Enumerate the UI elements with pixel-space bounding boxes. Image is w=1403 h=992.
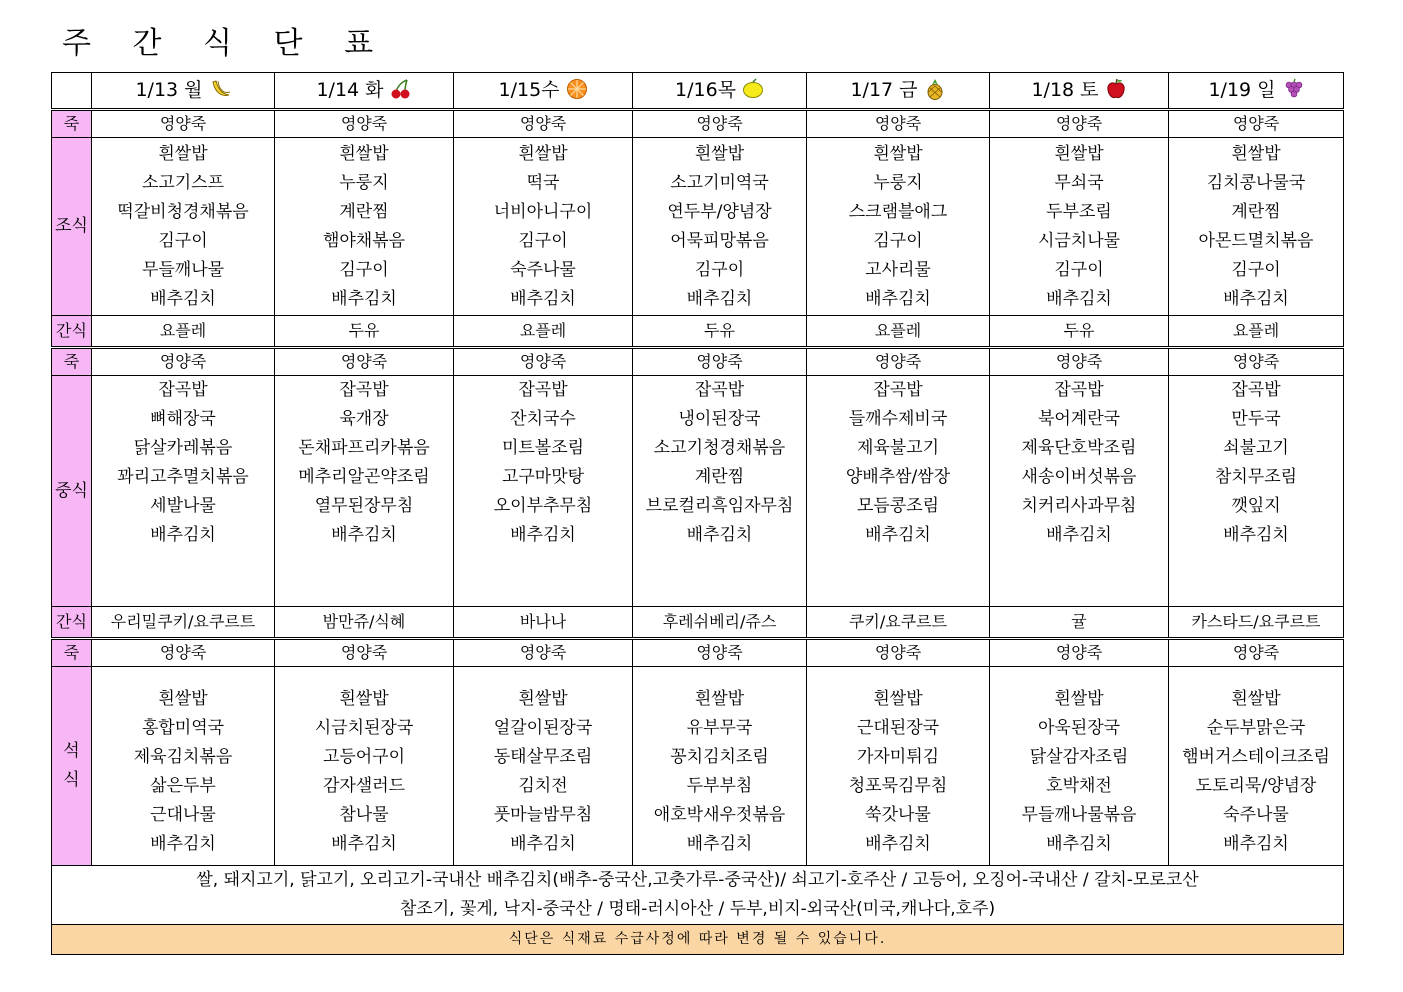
menu-item: 유부무국: [686, 718, 753, 738]
menu-item: 동태살무조림: [493, 747, 593, 767]
day-header: 1/15수: [498, 79, 560, 101]
snack-item: 카스타드/요쿠르트: [1191, 612, 1321, 631]
menu-item: 미트볼조림: [501, 438, 585, 458]
menu-item: 잡곡밥: [694, 380, 745, 400]
menu-item: 참치무조림: [1214, 467, 1298, 487]
menu-item: 근대나물: [150, 805, 216, 825]
menu-item: 햄버거스테이크조림: [1182, 747, 1330, 767]
menu-item: 흰쌀밥: [1054, 689, 1104, 709]
menu-item: 흰쌀밥: [339, 144, 389, 164]
menu-item: 잔치국수: [510, 409, 576, 429]
menu-item: 배추김치: [686, 289, 753, 309]
menu-item: 열무된장무침: [314, 496, 414, 516]
menu-item: 흰쌀밥: [873, 689, 923, 709]
cherry-icon: [390, 78, 412, 100]
menu-item: 김치전: [518, 776, 568, 796]
juk-item: 영양죽: [874, 114, 922, 133]
menu-item: 북어계란국: [1037, 409, 1121, 429]
menu-item: 고등어구이: [322, 747, 406, 767]
juk-item: 영양죽: [1232, 352, 1280, 371]
menu-item: 무들깨나물볶음: [1021, 805, 1137, 825]
snack-item: 우리밀쿠키/요쿠르트: [110, 612, 256, 631]
menu-item: 배추김치: [331, 289, 397, 309]
juk-item: 영양죽: [1055, 643, 1103, 662]
snack-label: 간식: [56, 612, 87, 631]
menu-item: 김구이: [158, 231, 208, 251]
juk-item: 영양죽: [159, 352, 207, 371]
menu-item: 제육불고기: [856, 438, 940, 458]
menu-item: 닭살감자조림: [1029, 747, 1129, 767]
menu-item: 흰쌀밥: [1231, 689, 1281, 709]
menu-item: 냉이된장국: [678, 409, 761, 429]
menu-item: 풋마늘밤무침: [493, 805, 593, 825]
menu-item: 배추김치: [510, 289, 576, 309]
menu-item: 소고기미역국: [670, 173, 769, 193]
juk-item: 영양죽: [1232, 643, 1280, 662]
menu-item: 흰쌀밥: [873, 144, 923, 164]
menu-item: 양배추쌈/쌈장: [845, 467, 951, 487]
menu-item: 너비아니구이: [493, 202, 593, 222]
juk-item: 영양죽: [340, 352, 388, 371]
change-notice: 식단은 식재료 수급사정에 따라 변경 될 수 있습니다.: [508, 931, 887, 947]
juk-item: 영양죽: [340, 114, 388, 133]
menu-item: 청포묵김무침: [848, 776, 948, 796]
menu-item: 새송이버섯볶음: [1021, 467, 1137, 487]
snack-item: 요플레: [1232, 321, 1280, 340]
menu-item: 제육단호박조림: [1021, 438, 1137, 458]
menu-item: 잡곡밥: [1231, 380, 1281, 400]
menu-item: 배추김치: [1046, 834, 1112, 854]
juk-item: 영양죽: [874, 643, 922, 662]
juk-item: 영양죽: [696, 352, 743, 371]
day-header: 1/13 월: [135, 79, 203, 101]
snack-item: 두유: [704, 321, 735, 340]
menu-item: 김구이: [518, 231, 568, 251]
snack-item: 귤: [1071, 612, 1087, 631]
menu-item: 배추김치: [510, 834, 576, 854]
snack-item: 쿠키/요쿠르트: [848, 612, 948, 631]
menu-item: 세발나물: [150, 496, 216, 516]
menu-item: 잡곡밥: [1054, 380, 1104, 400]
menu-item: 순두부맑은국: [1206, 718, 1306, 738]
day-header: 1/14 화: [316, 79, 384, 101]
menu-item: 잡곡밥: [518, 380, 568, 400]
menu-item: 쇠불고기: [1223, 438, 1289, 458]
menu-item: 소고기청경채볶음: [653, 438, 786, 458]
orange-icon: [566, 78, 588, 100]
menu-item: 배추김치: [865, 289, 931, 309]
menu-item: 떡국: [526, 173, 560, 193]
menu-item: 들깨수제비국: [848, 409, 948, 429]
menu-item: 삶은두부: [150, 776, 216, 796]
menu-item: 김구이: [339, 260, 389, 280]
menu-item: 오이부추무침: [493, 496, 593, 516]
snack-item: 밤만쥬/식혜: [322, 612, 406, 631]
menu-item: 김구이: [1231, 260, 1281, 280]
menu-item: 얼갈이된장국: [493, 718, 593, 738]
snack-label: 간식: [56, 321, 87, 340]
menu-item: 감자샐러드: [322, 776, 406, 796]
menu-item: 배추김치: [686, 834, 753, 854]
menu-item: 애호박새우젓볶음: [653, 805, 786, 825]
day-header: 1/17 금: [850, 79, 918, 101]
menu-item: 육개장: [339, 409, 389, 429]
menu-item: 홍합미역국: [141, 718, 225, 738]
juk-item: 영양죽: [696, 643, 743, 662]
juk-label: 죽: [63, 643, 80, 662]
dinner-label: 식: [63, 770, 80, 790]
juk-item: 영양죽: [159, 643, 207, 662]
day-header: 1/16목: [674, 79, 737, 101]
menu-item: 어묵피망볶음: [670, 231, 769, 251]
menu-item: 누룽지: [873, 173, 923, 193]
menu-item: 떡갈비청경채볶음: [117, 202, 249, 222]
menu-item: 누룽지: [339, 173, 389, 193]
snack-item: 후레쉬베리/쥬스: [662, 612, 777, 631]
menu-item: 흰쌀밥: [694, 144, 745, 164]
menu-item: 배추김치: [331, 525, 397, 545]
menu-item: 흰쌀밥: [1054, 144, 1104, 164]
juk-item: 영양죽: [874, 352, 922, 371]
menu-item: 배추김치: [510, 525, 576, 545]
juk-item: 영양죽: [519, 643, 567, 662]
menu-item: 흰쌀밥: [694, 689, 745, 709]
pineapple-icon: [924, 78, 946, 100]
menu-item: 소고기스프: [141, 173, 225, 193]
menu-item: 숙주나물: [510, 260, 576, 280]
menu-item: 가자미튀김: [856, 747, 940, 767]
menu-item: 스크램블애그: [848, 202, 948, 222]
menu-item: 배추김치: [150, 834, 216, 854]
banana-icon: [209, 78, 231, 100]
menu-item: 무들깨나물: [141, 260, 225, 280]
juk-item: 영양죽: [340, 643, 388, 662]
menu-item: 배추김치: [331, 834, 397, 854]
menu-item: 흰쌀밥: [518, 144, 568, 164]
menu-item: 계란찜: [694, 467, 745, 487]
juk-label: 죽: [63, 352, 80, 371]
menu-item: 치커리사과무침: [1021, 496, 1137, 516]
menu-item: 쑥갓나물: [865, 805, 931, 825]
lemon-icon: [742, 78, 764, 100]
juk-item: 영양죽: [159, 114, 207, 133]
menu-item: 배추김치: [150, 289, 216, 309]
menu-item: 근대된장국: [856, 718, 940, 738]
menu-item: 잡곡밥: [873, 380, 923, 400]
menu-item: 배추김치: [1223, 834, 1289, 854]
menu-item: 배추김치: [1046, 289, 1112, 309]
menu-item: 숙주나물: [1223, 805, 1289, 825]
menu-item: 만두국: [1231, 409, 1281, 429]
menu-item: 배추김치: [1223, 525, 1289, 545]
dinner-label: 석: [63, 741, 80, 761]
menu-item: 아욱된장국: [1037, 718, 1121, 738]
menu-item: 김구이: [873, 231, 923, 251]
menu-item: 흰쌀밥: [158, 144, 208, 164]
juk-item: 영양죽: [519, 114, 567, 133]
origin-line: 쌀, 돼지고기, 닭고기, 오리고기-국내산 배추김치(배추-중국산,고춧가루-중국산)/ 쇠고기-호주산 / 고등어, 오징어-국내산 / 갈치-모로코산: [196, 870, 1199, 890]
lunch-label: 중식: [55, 480, 88, 501]
menu-item: 흰쌀밥: [158, 689, 208, 709]
snack-item: 요플레: [159, 321, 207, 340]
day-header: 1/18 토: [1031, 79, 1099, 101]
snack-item: 두유: [1063, 321, 1095, 340]
menu-item: 계란찜: [1231, 202, 1281, 222]
snack-item: 바나나: [519, 612, 567, 631]
breakfast-label: 조식: [55, 216, 88, 236]
juk-item: 영양죽: [1055, 114, 1103, 133]
menu-item: 흰쌀밥: [339, 689, 389, 709]
snack-item: 요플레: [519, 321, 567, 340]
weekly-menu-table: [51, 72, 1344, 955]
menu-item: 깻잎지: [1231, 496, 1281, 516]
menu-item: 두부부침: [686, 776, 753, 796]
juk-item: 영양죽: [1055, 352, 1103, 371]
menu-item: 계란찜: [339, 202, 389, 222]
menu-item: 잡곡밥: [158, 380, 208, 400]
snack-item: 두유: [348, 321, 380, 340]
menu-item: 꽈리고추멸치볶음: [117, 467, 249, 487]
apple-icon: [1105, 78, 1127, 100]
menu-item: 도토리묵/양념장: [1195, 776, 1317, 796]
menu-item: 김구이: [1054, 260, 1104, 280]
menu-item: 시금치된장국: [314, 718, 414, 738]
menu-item: 메추리알곤약조림: [298, 467, 430, 487]
menu-item: 배추김치: [1046, 525, 1112, 545]
juk-label: 죽: [63, 114, 80, 133]
grape-icon: [1282, 78, 1304, 100]
menu-item: 아몬드멸치볶음: [1198, 231, 1314, 251]
menu-item: 고구마맛탕: [501, 467, 585, 487]
day-header: 1/19 일: [1208, 79, 1276, 101]
menu-item: 햄야채볶음: [322, 231, 406, 251]
menu-item: 흰쌀밥: [1231, 144, 1281, 164]
menu-item: 시금치나물: [1037, 231, 1121, 251]
menu-item: 두부조림: [1046, 202, 1112, 222]
juk-item: 영양죽: [696, 114, 743, 133]
menu-item: 배추김치: [1223, 289, 1289, 309]
origin-line: 참조기, 꽃게, 낙지-중국산 / 명태-러시아산 / 두부,비지-외국산(미국,캐나다,호주): [399, 899, 996, 919]
menu-item: 꽁치김치조림: [670, 747, 769, 767]
menu-item: 브로컬리흑임자무침: [645, 496, 794, 516]
menu-item: 모듬콩조림: [856, 496, 940, 516]
menu-item: 호박채전: [1046, 776, 1112, 796]
menu-item: 김치콩나물국: [1206, 173, 1306, 193]
menu-item: 무쇠국: [1054, 173, 1104, 193]
menu-item: 흰쌀밥: [518, 689, 568, 709]
menu-item: 고사리물: [865, 260, 931, 280]
menu-item: 연두부/양념장: [667, 202, 772, 222]
menu-item: 김구이: [694, 260, 745, 280]
menu-item: 배추김치: [150, 525, 216, 545]
menu-item: 배추김치: [865, 834, 931, 854]
menu-item: 배추김치: [865, 525, 931, 545]
menu-item: 뼈해장국: [150, 409, 216, 429]
menu-item: 배추김치: [686, 525, 753, 545]
juk-item: 영양죽: [1232, 114, 1280, 133]
menu-item: 제육김치볶음: [133, 747, 233, 767]
menu-item: 잡곡밥: [339, 380, 389, 400]
page-title: 주 간 식 단 표: [62, 26, 390, 61]
menu-item: 참나물: [339, 805, 389, 825]
snack-item: 요플레: [874, 321, 922, 340]
juk-item: 영양죽: [519, 352, 567, 371]
menu-item: 돈채파프리카볶음: [298, 438, 430, 458]
menu-item: 닭살카레볶음: [133, 438, 233, 458]
